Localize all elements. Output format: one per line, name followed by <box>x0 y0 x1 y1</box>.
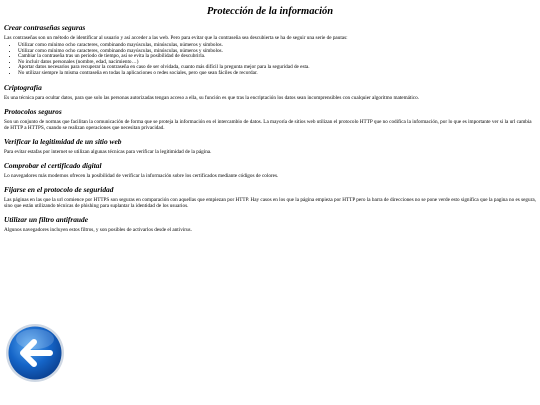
section-text-certificate: Lo navegadores más modernos ofrecen la posibilidad de verificar la información sobre los certificados mediante códigos de colores. <box>4 172 279 179</box>
section-heading-passwords: Crear contraseñas seguras <box>4 23 86 32</box>
section-text-cryptography: Es una técnica para ocultar datos, para que solo las personas autorizadas tengan acceso a ella, su función es que tras la encriptación los datos sean incomprensibles con cualquier algoritmo matemático. <box>4 94 419 101</box>
section-text-legitimacy: Para evitar estafas por internet se utilizan algunas técnicas para verificar la legitimidad de la página. <box>4 148 212 155</box>
list-item: • No utilizar siempre la misma contraseña en todas la aplicaciones o redes sociales, pero que sean fáciles de recordar. <box>18 71 536 77</box>
list-item: • Utilizar como mínimo ocho caracteres, combinando mayúsculas, minúsculas, números y símbolos. <box>18 43 536 49</box>
section-heading-security-protocol: Fijarse en el protocolo de seguridad <box>4 184 114 194</box>
section-text-protocols: Son un conjunto de normas que facilitan la comunicación de forma que se proteja la información en el intercambio de datos. La mayoría de sitios web utilizan el protocolo HTTP que no codifica la información, por lo que es importante ver si la url cambia de HTTP a HTTPS, cuando se realizan operaciones que necesitan privacidad. <box>4 118 532 131</box>
list-item: • Aportar datos necesarios para recuperar la contraseña en caso de ser olvidada, cuanto más difícil la pregunta mejor para la seguridad de esta. <box>18 65 536 71</box>
section-heading-legitimacy: Verificar la legitimidad de un sitio web <box>4 136 122 146</box>
section-heading-certificate: Comprobar el certificado digital <box>4 160 102 170</box>
list-item: • Cambiar la contraseña tras un periodo de tiempo, así se evita la posibilidad de descubrirla. <box>18 54 536 60</box>
list-item: • Utilizar como mínimo ocho caracteres, combinando mayúsculas, minúsculas, números y símbolos. <box>18 49 536 55</box>
section-text-antifraud: Algunos navegadores incluyen estos filtros, y son posibles de activarlos desde el antivirus. <box>4 226 192 233</box>
password-tips-list <box>4 43 536 77</box>
document <box>4 0 536 235</box>
section-heading-cryptography: Criptografía <box>4 82 42 92</box>
list-item: • No incluir datos personales (nombre, edad, nacimiento…) <box>18 60 536 66</box>
back-button[interactable] <box>4 322 66 384</box>
section-text-security-protocol: Las páginas en las que la url comience por HTTPS son seguras en comparación con aquellas que empiezan por HTTP. Hay casos en los que la página empieza por HTTP pero la barra de direcciones no se pone verde esto significa que la pagina no es segura, sino que están utilizando técnicas de phishing para suplantar la identidad de los usuarios. <box>4 196 536 209</box>
section-heading-protocols: Protocolos seguros <box>4 106 62 116</box>
section-heading-antifraud: Utilizar un filtro antifraude <box>4 214 88 224</box>
back-arrow-icon <box>4 322 66 384</box>
page-title: Protección de la información <box>206 6 334 17</box>
section-text-passwords: Las contraseñas son un método de identificar al usuario y así acceder a las web. Pero para evitar que la contraseña sea descubierta se ha de seguir una serie de pautas: <box>4 35 348 41</box>
